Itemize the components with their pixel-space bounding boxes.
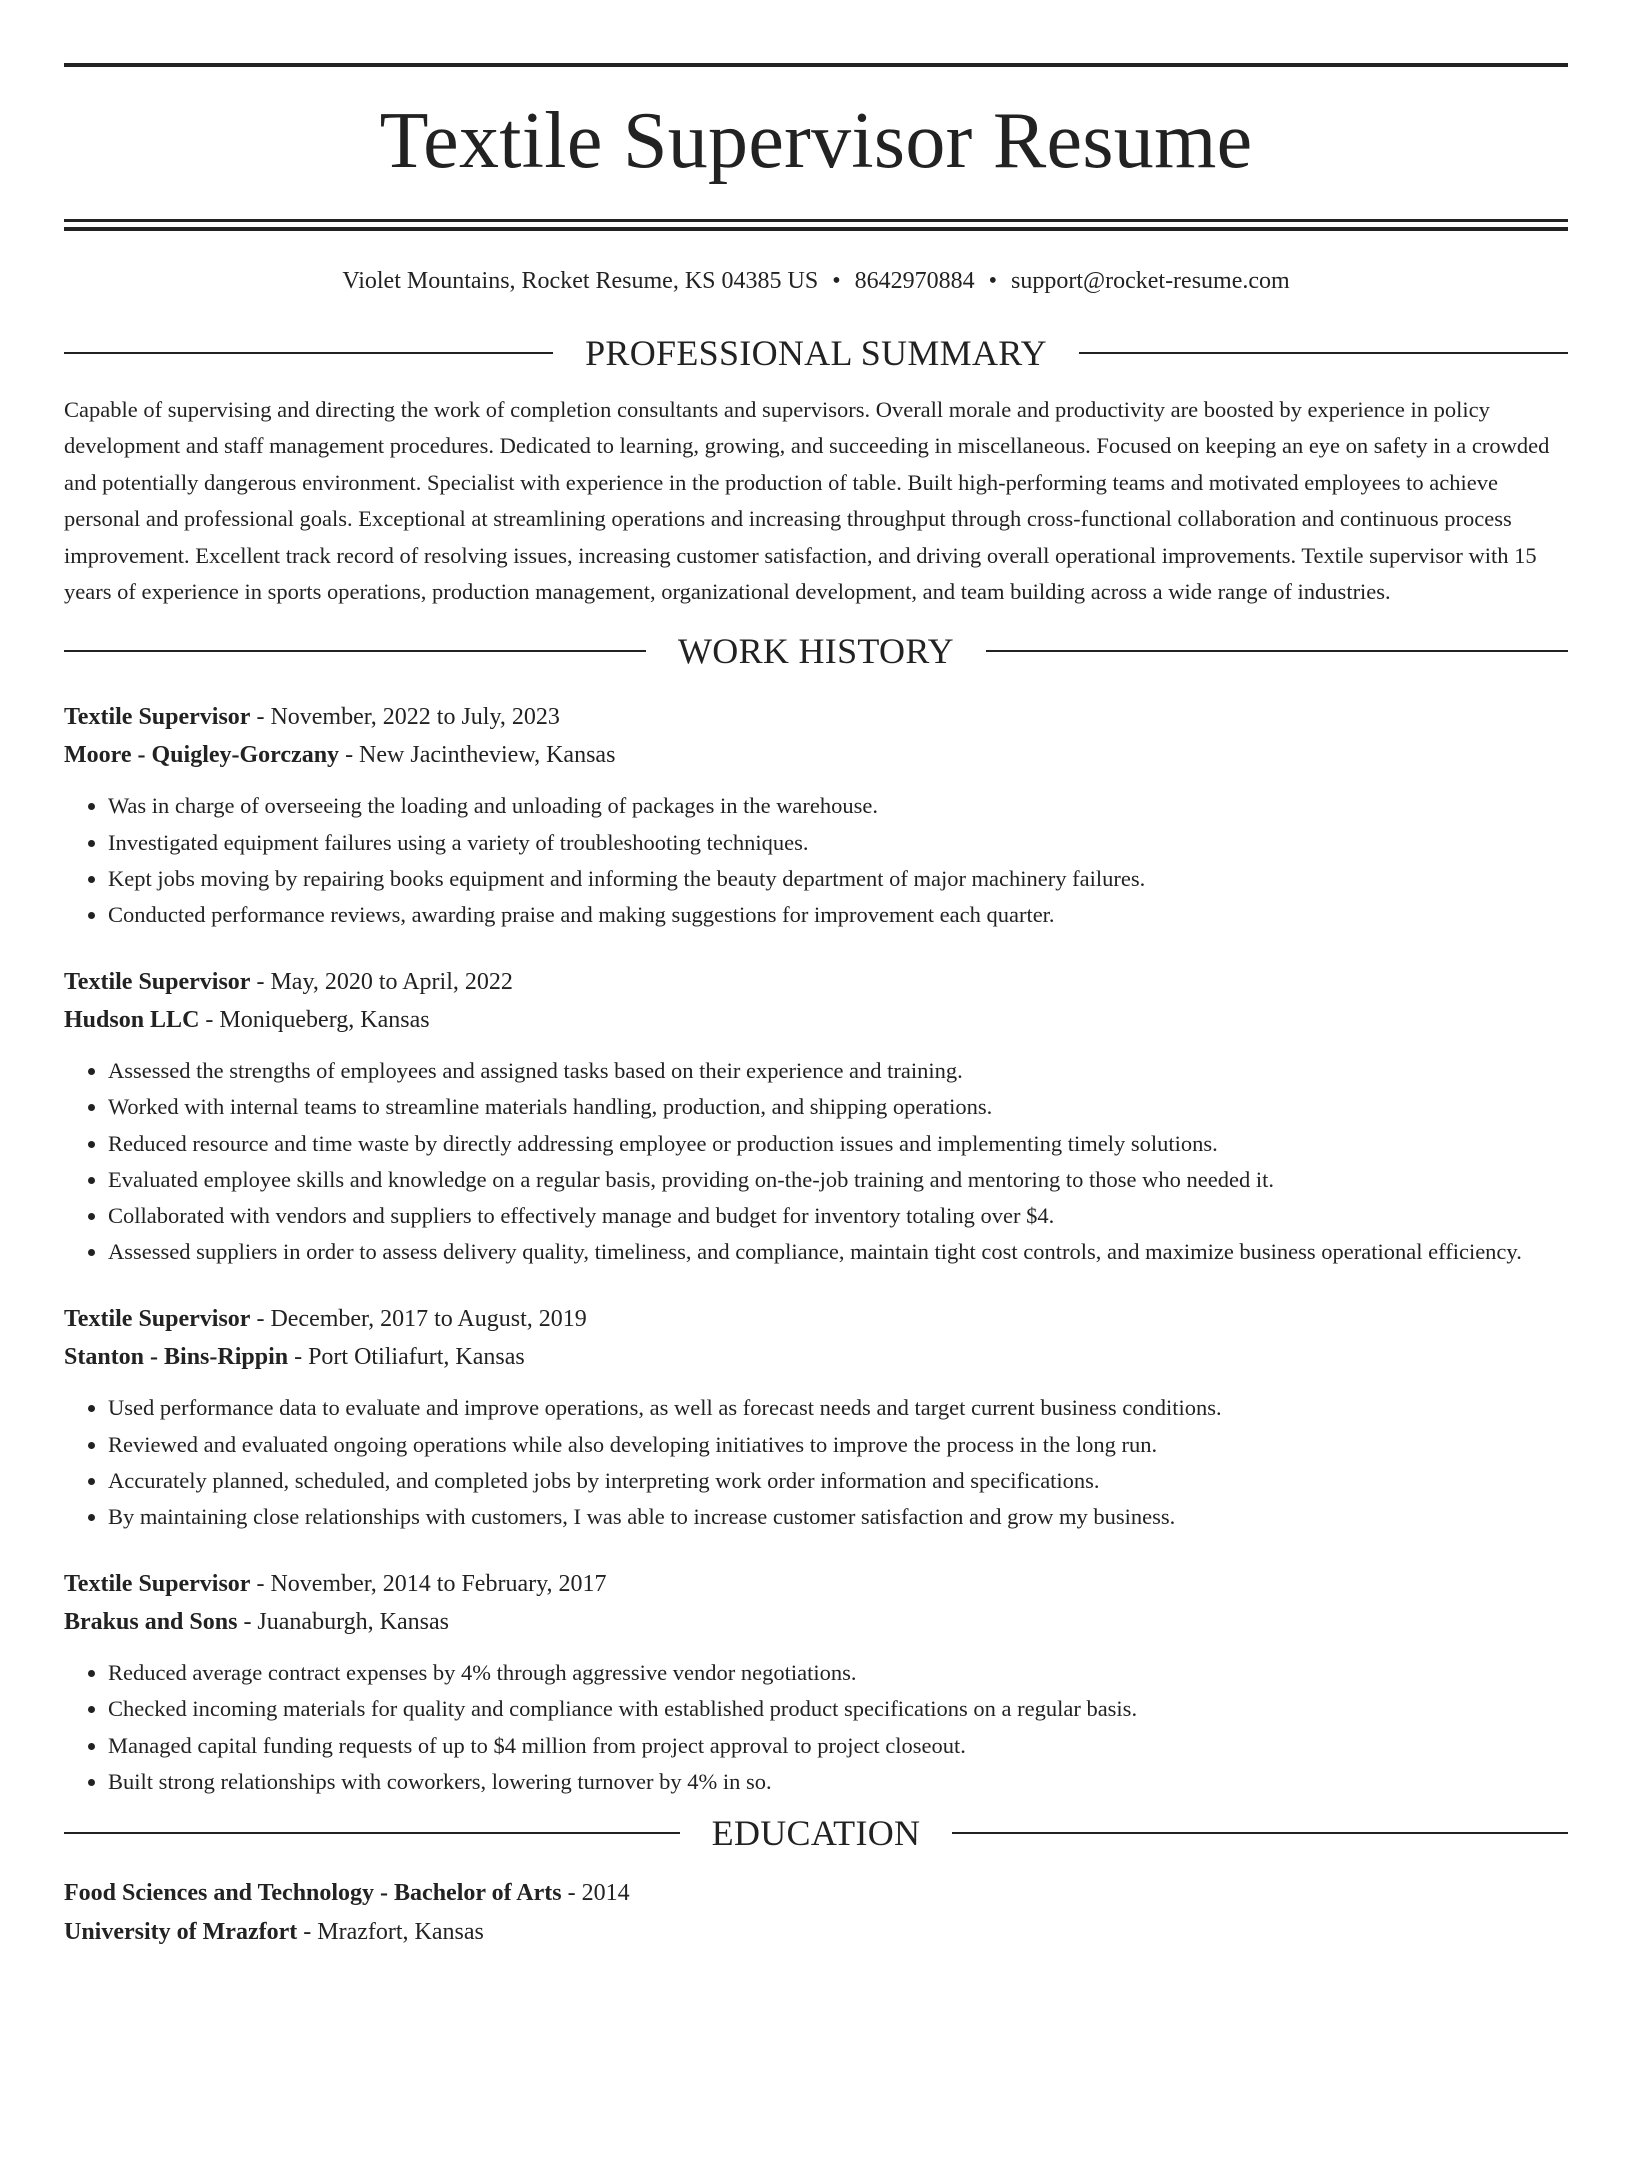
job-title-line [64, 1300, 1568, 1338]
contact-phone: 8642970884 [854, 268, 975, 294]
job-location: - Port Otiliafurt, Kansas [288, 1344, 525, 1371]
job-company-line [64, 736, 1568, 774]
job-company: Brakus and Sons [64, 1609, 238, 1636]
heading-rule-left [64, 352, 553, 354]
job-bullet: • Reduced resource and time waste by directly addressing employee or production issues and implementing timely solutions. [108, 1126, 1568, 1162]
job-entry [64, 963, 1568, 1270]
job-location: - Juanaburgh, Kansas [237, 1609, 449, 1636]
job-entry [64, 1300, 1568, 1535]
job-bullet: • Reduced average contract expenses by 4% through aggressive vendor negotiations. [108, 1655, 1568, 1691]
job-title: Textile Supervisor [64, 704, 251, 731]
job-dates: - November, 2014 to February, 2017 [250, 1571, 607, 1598]
job-bullet: • Was in charge of overseeing the loading and unloading of packages in the warehouse. [108, 788, 1568, 824]
heading-rule-right [1079, 352, 1568, 354]
job-bullet: • Reviewed and evaluated ongoing operations while also developing initiatives to improve the process in the long run. [108, 1427, 1568, 1463]
heading-rule-left [64, 650, 646, 652]
education-school: University of Mrazfort [64, 1919, 298, 1946]
contact-address: Violet Mountains, Rocket Resume, KS 04385 US [342, 268, 819, 294]
job-bullet: • Assessed the strengths of employees and assigned tasks based on their experience and training. [108, 1053, 1568, 1089]
section-heading-label: PROFESSIONAL SUMMARY [585, 333, 1047, 373]
job-location: - New Jacintheview, Kansas [339, 742, 616, 769]
education-school-line [64, 1913, 1568, 1952]
education-year: - 2014 [561, 1880, 630, 1907]
heading-rule-right [986, 650, 1568, 652]
job-title-line [64, 963, 1568, 1001]
job-bullet: • Managed capital funding requests of up to $4 million from project approval to project closeout. [108, 1728, 1568, 1764]
heading-rule-right [952, 1832, 1568, 1834]
job-bullet: • Kept jobs moving by repairing books equipment and informing the beauty department of major machinery failures. [108, 861, 1568, 897]
section-heading-education [64, 1810, 1568, 1856]
job-company-line [64, 1603, 1568, 1641]
section-heading-work-history [64, 628, 1568, 674]
job-bullets [64, 788, 1568, 933]
education-location: - Mrazfort, Kansas [297, 1919, 484, 1946]
title-double-rule [64, 219, 1568, 231]
professional-summary-text: Capable of supervising and directing the work of completion consultants and supervisors. Overall morale and productivity are boosted by experience in policy development and staff management procedures. Dedicated to learning, growing, and succeeding in miscellaneous. Focused on keeping an eye on safety in a crowded and potentially dangerous environment. Specialist with experience in the production of table. Built high-performing teams and motivated employees to achieve personal and professional goals. Exceptional at streamlining operations and increasing throughput through cross-functional collaboration and continuous process improvement. Excellent track record of resolving issues, increasing customer satisfaction, and driving overall operational improvements. Textile supervisor with 15 years of experience in sports operations, production management, organizational development, and team building across a wide range of industries. [64, 397, 1550, 605]
job-bullet: • Evaluated employee skills and knowledge on a regular basis, providing on-the-job training and mentoring to those who needed it. [108, 1162, 1568, 1198]
job-bullet: • By maintaining close relationships with customers, I was able to increase customer satisfaction and grow my business. [108, 1499, 1568, 1535]
job-company-line [64, 1001, 1568, 1039]
job-company: Moore - Quigley-Gorczany [64, 742, 340, 769]
job-bullets [64, 1053, 1568, 1270]
job-title-line [64, 1565, 1568, 1603]
job-company: Hudson LLC [64, 1007, 200, 1034]
job-bullet: • Assessed suppliers in order to assess delivery quality, timeliness, and compliance, maintain tight cost controls, and maximize business operational efficiency. [108, 1234, 1568, 1270]
contact-email: support@rocket-resume.com [1011, 268, 1290, 294]
job-entry [64, 698, 1568, 933]
job-bullet: • Used performance data to evaluate and improve operations, as well as forecast needs and target current business conditions. [108, 1390, 1568, 1426]
contact-separator: • [988, 268, 997, 294]
job-bullets [64, 1655, 1568, 1800]
job-location: - Moniqueberg, Kansas [199, 1007, 430, 1034]
job-title-line [64, 698, 1568, 736]
job-title: Textile Supervisor [64, 1571, 251, 1598]
section-heading-label: WORK HISTORY [678, 631, 954, 672]
top-rule [64, 63, 1568, 67]
contact-line [64, 266, 1568, 296]
job-bullet: • Built strong relationships with coworkers, lowering turnover by 4% in so. [108, 1764, 1568, 1800]
education-degree-line [64, 1874, 1568, 1913]
heading-rule-left [64, 1832, 680, 1834]
job-company: Stanton - Bins-Rippin [64, 1344, 289, 1371]
section-heading-label: EDUCATION [711, 1813, 921, 1854]
job-dates: - November, 2022 to July, 2023 [250, 704, 560, 731]
job-bullet: • Checked incoming materials for quality and compliance with established product specifications on a regular basis. [108, 1691, 1568, 1727]
job-bullet: • Accurately planned, scheduled, and completed jobs by interpreting work order information and specifications. [108, 1463, 1568, 1499]
job-entry [64, 1565, 1568, 1800]
job-company-line [64, 1338, 1568, 1376]
job-dates: - May, 2020 to April, 2022 [250, 969, 513, 996]
job-bullet: • Worked with internal teams to streamline materials handling, production, and shipping operations. [108, 1089, 1568, 1125]
job-bullet: • Collaborated with vendors and suppliers to effectively manage and budget for inventory totaling over $4. [108, 1198, 1568, 1234]
contact-separator: • [832, 268, 841, 294]
job-title: Textile Supervisor [64, 1306, 251, 1333]
job-bullet: • Investigated equipment failures using a variety of troubleshooting techniques. [108, 825, 1568, 861]
education-degree: Food Sciences and Technology - Bachelor of Arts [64, 1880, 562, 1907]
job-dates: - December, 2017 to August, 2019 [250, 1306, 587, 1333]
resume-page [0, 63, 1632, 2175]
section-heading-summary [64, 330, 1568, 376]
resume-title: Textile Supervisor Resume [379, 97, 1253, 185]
education-entry [64, 1874, 1568, 1952]
job-title: Textile Supervisor [64, 969, 251, 996]
job-bullet: • Conducted performance reviews, awarding praise and making suggestions for improvement each quarter. [108, 897, 1568, 933]
job-bullets [64, 1390, 1568, 1535]
